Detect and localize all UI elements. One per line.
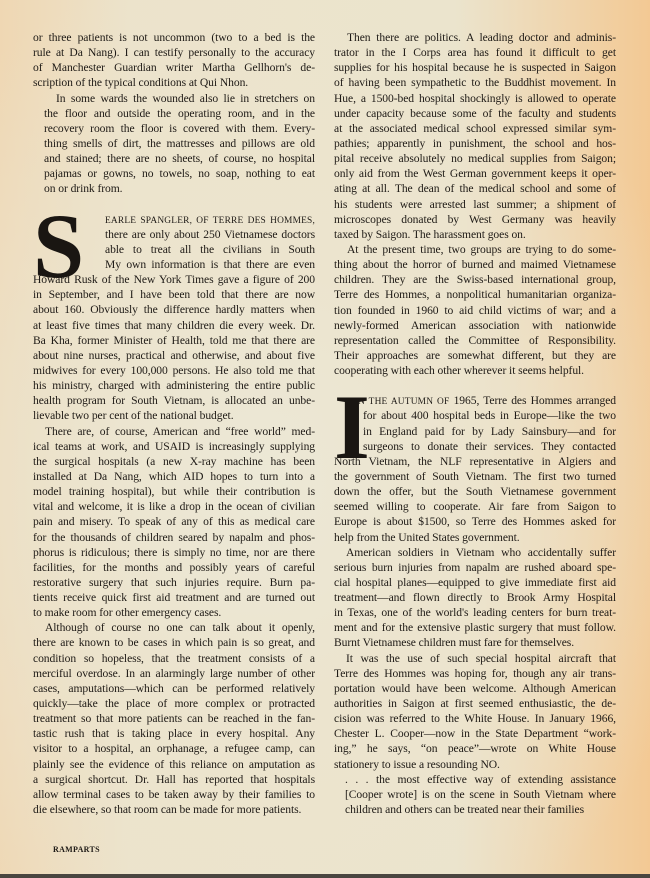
text-line: recovery room the floor is covered with them. Every-: [44, 121, 315, 135]
text-line: model training hospital), but while their contribution is: [33, 485, 315, 499]
text-line: the government of South Vietnam. The first two turned: [334, 469, 616, 483]
text-line: In some wards the wounded also lie in stretchers on: [56, 91, 315, 105]
text-line: quickly—take the place of more complex or protracted: [33, 697, 315, 711]
text-line: authorities in Saigon at first seemed enthusiastic, the de-: [334, 697, 616, 711]
drop-cap: I: [334, 376, 370, 479]
block-quote: [33, 91, 315, 197]
text-line: cases, amputations—which can be performed relatively: [33, 681, 315, 695]
text-line: supplies for his hospital because he is suspected in Saigon: [334, 61, 616, 75]
text-line: There are, of course, American and “free world” med-: [45, 424, 315, 438]
text-line: Europe is about $1500, so Terre des Hommes asked for: [334, 515, 616, 529]
paragraph: [334, 545, 616, 651]
text-line: microscopes donated by West Germany was heavily: [334, 212, 616, 226]
text-line: cial hospital planes—equipped to give immediate first aid: [334, 575, 616, 589]
text-line: newly-formed American association with nationwide: [334, 318, 616, 332]
text-line: or three patients is not uncommon (two to a bed is the: [33, 31, 315, 44]
text-line: pajamas or gowns, no towels, no soap, nothing to eat: [44, 167, 315, 181]
text-line: help from the United States government.: [334, 530, 520, 544]
text-line: surgeons to donate their services. They contacted: [363, 439, 616, 453]
text-line: thing smells of dirt, the mattresses and pillows are old: [44, 136, 315, 150]
text-line: American soldiers in Vietnam who accidentally suffer: [346, 545, 616, 559]
text-line: the floor and outside the operating room, and in the: [44, 106, 315, 120]
text-line: in Texas, one of the world's leading centers for burn treat-: [334, 606, 616, 620]
text-line: there are known to be cases in which pain is so great, and: [33, 636, 315, 650]
text-line: plainly see the evidence of this reliance on amputation as: [33, 757, 315, 771]
text-line: in England paid for by Lady Sainsbury—and for: [363, 424, 616, 438]
text-line: installed at Da Nang, which AID hopes to turn into a: [33, 469, 315, 483]
text-line: My own information is that there are even: [105, 257, 315, 271]
text-line: stationery to issue a resounding NO.: [334, 757, 500, 771]
text-line: pital receive absolutely no medical supplies from Saigon;: [334, 152, 616, 166]
text-line: cision was referred to the White House. In January 1966,: [334, 712, 616, 726]
text-line: restorative surgery that such injuries require. Burn pa-: [33, 575, 315, 589]
text-line: representation called the Committee of Responsibility.: [334, 333, 616, 347]
text-line: allow terminal cases to be taken away by their families to: [33, 787, 315, 801]
text-line: about nine nurses, practical and otherwise, and about five: [33, 348, 315, 362]
text-line: Terre des Hommes, a nonpolitical humanitarian organiza-: [334, 288, 616, 302]
text-line: lievable two per cent of the national budget.: [33, 409, 234, 423]
paragraph: [33, 424, 315, 621]
text-line: of Manchester Guardian writer Martha Gellhorn's de-: [33, 61, 315, 75]
text-line: North Vietnam, the NLF representative in Algiers and: [334, 454, 616, 468]
text-line: and stained; there are no sheets, of course, no hospital: [44, 152, 315, 166]
paragraph: [334, 651, 616, 772]
text-line: ical teams at work, and USAID is increasingly supplying: [33, 439, 315, 453]
text-line: pathies; apparently in punishment, the school and hos-: [334, 136, 616, 150]
text-line: [334, 393, 616, 408]
text-line: merciful overdose. In an alarmingly large number of other: [33, 666, 315, 680]
text-line: at least five times that many children die every week. Dr.: [33, 318, 315, 332]
text-line: rule at Da Nang). I can testify personally to the accuracy: [33, 46, 315, 60]
paragraph: [334, 376, 616, 544]
text-line: Chester L. Cooper—now in the State Department “work-: [334, 727, 616, 741]
text-line: down the offer, but the South Vietnamese government: [334, 485, 616, 499]
text-line: able to treat all the civilians in South: [105, 242, 315, 256]
text-line: his ministry, charged with administering the entire public: [33, 379, 315, 393]
text-line: Then there are politics. A leading doctor and adminis-: [347, 31, 616, 44]
text-line: serious burn injuries from napalm are rushed aboard spe-: [334, 560, 616, 574]
text-line: tients receive quick first aid treatment and are turned out: [33, 591, 315, 605]
page-bottom-edge: [0, 874, 650, 878]
text-line: there are only about 250 Vietnamese doctors: [105, 227, 315, 241]
text-line: tastic rush that is taking place in every hospital. Any: [33, 727, 315, 741]
text-line: to make room for other emergency cases.: [33, 606, 222, 620]
text-line: It was the use of such special hospital aircraft that: [346, 651, 616, 665]
text-line: ment and for the extensive plastic surgery that must follow.: [334, 621, 616, 635]
text-line: seemed willing to cooperate. Air fare from Saigon to: [334, 500, 616, 514]
paragraph: [33, 194, 315, 424]
text-line: taxed by Saigon. The harassment goes on.: [334, 227, 526, 241]
text-line: Although of course no one can talk about it openly,: [45, 621, 315, 635]
text-line: vital and welcome, it is like a drop in the ocean of civilian: [33, 500, 315, 514]
text-line: portation would have been welcome. Although American: [334, 681, 616, 695]
paragraph: [334, 242, 616, 378]
block-quote: [334, 772, 616, 817]
text-line: scription of the typical conditions at Qui Nhon.: [33, 76, 249, 90]
text-line: under capacity because some of the faculty and students: [334, 106, 616, 120]
drop-cap: S: [33, 194, 85, 297]
text-line: midwives for every 100,000 persons. He also told me that: [33, 363, 315, 377]
paragraph: [33, 30, 315, 91]
publication-footer: RAMPARTS: [53, 845, 100, 854]
text-line: Their approaches are somewhat different, but they are: [334, 348, 616, 362]
text-line: cooperating with each other wherever it seems helpful.: [334, 364, 585, 378]
text-line: children. They are the Swiss-based international group,: [334, 273, 616, 287]
text-line: ating at all. The dean of the medical school and some of: [334, 182, 616, 196]
text-line: . . . the most effective way of extending assistance: [345, 772, 616, 786]
text-line: tion founded in 1960 to aid child victims of war; and a: [334, 303, 616, 317]
paragraph: [334, 30, 616, 242]
text-line: only aid from the West German government keeps it oper-: [334, 167, 616, 181]
small-caps-lead: N THE AUTUMN OF: [358, 397, 450, 408]
text-line: for about 400 hospital beds in Europe—like the two: [363, 409, 616, 423]
text-line: At the present time, two groups are trying to do some-: [347, 242, 616, 256]
text-line: children and others can be treated near their families: [345, 803, 585, 817]
text-line: die elsewhere, so that room can be made for more patients.: [33, 803, 302, 817]
text-line: Howard Rusk of the New York Times gave a figure of 200: [33, 273, 315, 287]
text-line: visitor to a hospital, an orphanage, a refugee camp, can: [33, 742, 315, 756]
text-line: treatment—and flown directly to Brook Army Hospital: [334, 591, 616, 605]
text-line: Burnt Vietnamese children must fare for themselves.: [334, 636, 575, 650]
text-line: Hue, a 1500-bed hospital shockingly is allowed to operate: [334, 91, 616, 105]
text-line: trator in the I Corps area has found it difficult to get: [334, 46, 616, 60]
text-line: a surgical shortcut. Dr. Hall has reported that hospitals: [33, 772, 315, 786]
text-line: [Cooper wrote] is on the scene in South Vietnam where: [345, 787, 616, 801]
lead-line-rest: 1965, Terre des Hommes arranged: [449, 394, 616, 408]
left-column: [33, 30, 315, 817]
text-line: the surgical hospitals (a new X-ray machine has been: [33, 454, 315, 468]
text-line: condition so hopeless, that the treatment consists of a: [33, 651, 315, 665]
text-line: ing,” he says, “on peace”—wrote on White House: [334, 742, 616, 756]
text-line: about 160. Obviously the difference hardly matters when: [33, 303, 315, 317]
text-line: his students were arrested last summer; a shipment of: [334, 197, 616, 211]
text-line: phorus is ridiculous; there is simply no time, nor are there: [33, 545, 315, 559]
text-line: Terre des Hommes was hoping for, though any air trans-: [334, 666, 616, 680]
text-line: at the associated medical school expressed similar sym-: [334, 121, 616, 135]
text-line: for the thousands of children seared by napalm and phos-: [33, 530, 315, 544]
text-line: thing about the horror of burned and maimed Vietnamese: [334, 258, 616, 272]
text-line: in September, and I have been told that there are now: [33, 288, 315, 302]
text-line: Ba Kha, former Minister of Health, told me that there are: [33, 333, 315, 347]
paragraph: [33, 620, 315, 817]
text-line: pain and misery. To speak of any of this as medical care: [33, 515, 315, 529]
text-line: treatment so that more patients can be reached in the fan-: [33, 712, 315, 726]
text-line: on or drink from.: [44, 182, 123, 196]
text-line: facilities, for the months and possibly years of careful: [33, 560, 315, 574]
text-line: health program for South Vietnam, is allocated an unbe-: [33, 394, 315, 408]
right-column: [334, 30, 616, 817]
small-caps-lead: EARLE SPANGLER, OF TERRE DES HOMMES,: [105, 215, 315, 226]
text-line: of having been sympathetic to the Buddhist movement. In: [334, 76, 616, 90]
